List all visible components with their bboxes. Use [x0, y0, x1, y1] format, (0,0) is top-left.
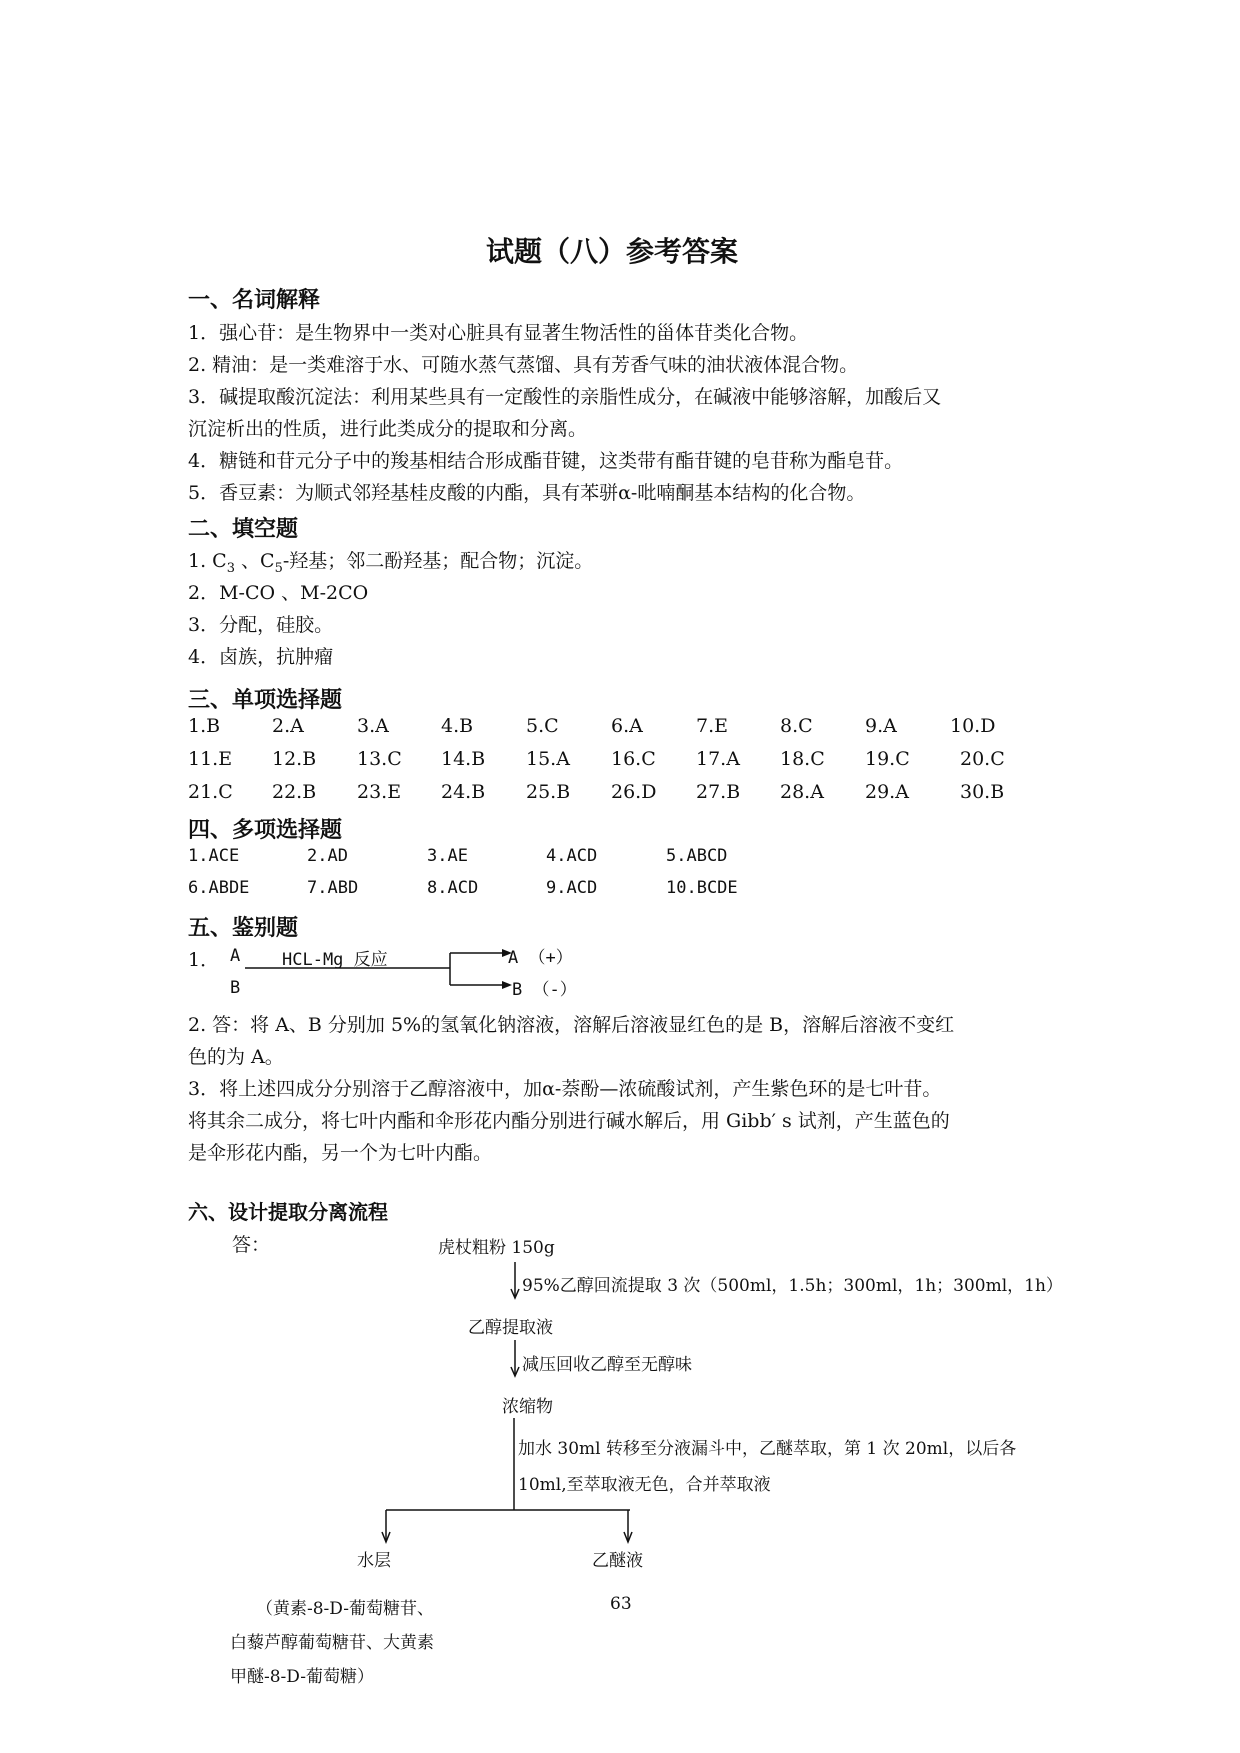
single-choice-answer: 14.B [441, 748, 486, 770]
result-a-positive: A （+） [508, 948, 573, 968]
single-choice-answer: 23.E [357, 781, 402, 803]
multiple-choice-answer: 5.ABCD [666, 846, 728, 866]
multiple-choice-answer: 2.AD [307, 846, 348, 866]
single-choice-answer: 24.B [441, 781, 486, 803]
section-heading-definitions: 一、名词解释 [188, 288, 321, 313]
single-choice-answer: 16.C [611, 748, 656, 770]
multiple-choice-answer: 4.ACD [546, 846, 598, 866]
single-choice-answer: 28.A [780, 781, 824, 803]
section-heading-multiple-choice: 四、多项选择题 [188, 818, 343, 843]
subscript: 3 [226, 560, 235, 576]
multiple-choice-answer: 8.ACD [427, 878, 479, 898]
single-choice-answer: 18.C [780, 748, 825, 770]
section-heading-flowchart: 六、设计提取分离流程 [188, 1200, 388, 1224]
flow-op-evaporate: 减压回收乙醇至无醇味 [522, 1355, 692, 1375]
single-choice-answer: 12.B [272, 748, 317, 770]
single-choice-answer: 11.E [188, 748, 233, 770]
definition-line: 沉淀析出的性质，进行此类成分的提取和分离。 [188, 418, 588, 440]
single-choice-answer: 9.A [865, 715, 897, 737]
definition-line: 3．碱提取酸沉淀法：利用某些具有一定酸性的亲脂性成分，在碱液中能够溶解，加酸后又 [188, 386, 942, 408]
section-heading-identification: 五、鉴别题 [188, 916, 299, 941]
single-choice-answer: 13.C [357, 748, 402, 770]
water-layer-note: 甲醚-8-D-葡萄糖） [230, 1667, 374, 1687]
page-number: 63 [610, 1594, 632, 1614]
definition-line: 5．香豆素：为顺式邻羟基桂皮酸的内酯，具有苯骈α-吡喃酮基本结构的化合物。 [188, 482, 866, 504]
fill-blank-answer-3: 3．分配，硅胶。 [188, 614, 334, 636]
identification-q2-line: 色的为 A。 [188, 1046, 284, 1068]
single-choice-answer: 15.A [526, 748, 570, 770]
flow-op-ether-extraction: 加水 30ml 转移至分液漏斗中，乙醚萃取，第 1 次 20ml，以后各 [518, 1439, 1017, 1459]
compound-b-label: B [230, 978, 241, 998]
flow-op-reflux: 95%乙醇回流提取 3 次（500ml，1.5h；300ml，1h；300ml，1h） [522, 1276, 1063, 1296]
single-choice-answer: 29.A [865, 781, 909, 803]
answer-label: 答： [232, 1234, 271, 1256]
single-choice-answer: 5.C [526, 715, 559, 737]
page-title: 试题（八）参考答案 [486, 235, 739, 268]
reagent-label: HCL-Mg 反应 [282, 950, 388, 970]
single-choice-answer: 2.A [272, 715, 304, 737]
answer-text: -羟基；邻二酚羟基；配合物；沉淀。 [282, 550, 594, 572]
subscript: 5 [274, 560, 283, 576]
flow-result-ether-layer: 乙醚液 [592, 1551, 643, 1571]
single-choice-answer: 3.A [357, 715, 389, 737]
identification-q3-line: 是伞形花内酯，另一个为七叶内酯。 [188, 1142, 493, 1164]
result-b-negative: B （-） [512, 980, 577, 1000]
fill-blank-answer-2: 2．M-CO 、M-2CO [188, 582, 369, 604]
single-choice-answer: 10.D [950, 715, 996, 737]
definition-line: 2. 精油：是一类难溶于水、可随水蒸气蒸馏、具有芳香气味的油状液体混合物。 [188, 354, 859, 376]
single-choice-answer: 8.C [780, 715, 813, 737]
single-choice-answer: 6.A [611, 715, 643, 737]
single-choice-answer: 26.D [611, 781, 657, 803]
single-choice-answer: 4.B [441, 715, 474, 737]
section-heading-fill-blank: 二、填空题 [188, 517, 299, 542]
multiple-choice-answer: 6.ABDE [188, 878, 250, 898]
multiple-choice-answer: 9.ACD [546, 878, 598, 898]
fill-blank-answer-4: 4．卤族，抗肿瘤 [188, 646, 334, 668]
identification-q3-line: 3．将上述四成分分别溶于乙醇溶液中，加α-萘酚—浓硫酸试剂，产生紫色环的是七叶苷。 [188, 1078, 942, 1100]
multiple-choice-answer: 3.AE [427, 846, 468, 866]
multiple-choice-answer: 1.ACE [188, 846, 240, 866]
flow-op-ether-extraction: 10ml,至萃取液无色，合并萃取液 [518, 1475, 771, 1495]
single-choice-answer: 22.B [272, 781, 317, 803]
identification-q3-line: 将其余二成分，将七叶内酯和伞形花内酯分别进行碱水解后，用 Gibb′ s 试剂，产生蓝色的 [188, 1110, 950, 1132]
single-choice-answer: 20.C [960, 748, 1005, 770]
answer-text: 1. C [188, 550, 227, 572]
single-choice-answer: 17.A [696, 748, 740, 770]
single-choice-answer: 7.E [696, 715, 728, 737]
flow-step-ethanol-extract: 乙醇提取液 [468, 1318, 553, 1338]
flow-step-concentrate: 浓缩物 [502, 1397, 553, 1417]
multiple-choice-answer: 10.BCDE [666, 878, 738, 898]
identification-q1-number: 1． [188, 949, 220, 971]
multiple-choice-answer: 7.ABD [307, 878, 359, 898]
single-choice-answer: 27.B [696, 781, 741, 803]
flow-result-water-layer: 水层 [357, 1551, 391, 1571]
single-choice-answer: 21.C [188, 781, 233, 803]
flow-step-raw-material: 虎杖粗粉 150g [438, 1238, 555, 1258]
single-choice-answer: 1.B [188, 715, 221, 737]
fill-blank-answer-1 [188, 546, 593, 576]
single-choice-answer: 30.B [960, 781, 1005, 803]
answer-text: 、C [235, 550, 275, 572]
compound-a-label: A [230, 946, 241, 966]
definition-line: 4．糖链和苷元分子中的羧基相结合形成酯苷键，这类带有酯苷键的皂苷称为酯皂苷。 [188, 450, 904, 472]
section-heading-single-choice: 三、单项选择题 [188, 688, 343, 713]
single-choice-answer: 25.B [526, 781, 571, 803]
water-layer-note: （黄素-8-D-葡萄糖苷、 [256, 1599, 434, 1619]
identification-q2-line: 2. 答：将 A、B 分别加 5%的氢氧化钠溶液，溶解后溶液显红色的是 B，溶解后溶液不变红 [188, 1014, 955, 1036]
single-choice-answer: 19.C [865, 748, 910, 770]
water-layer-note: 白藜芦醇葡萄糖苷、大黄素 [230, 1633, 434, 1653]
flow-branch-connector [378, 1418, 638, 1548]
definition-line: 1．强心苷：是生物界中一类对心脏具有显著生物活性的甾体苷类化合物。 [188, 322, 809, 344]
